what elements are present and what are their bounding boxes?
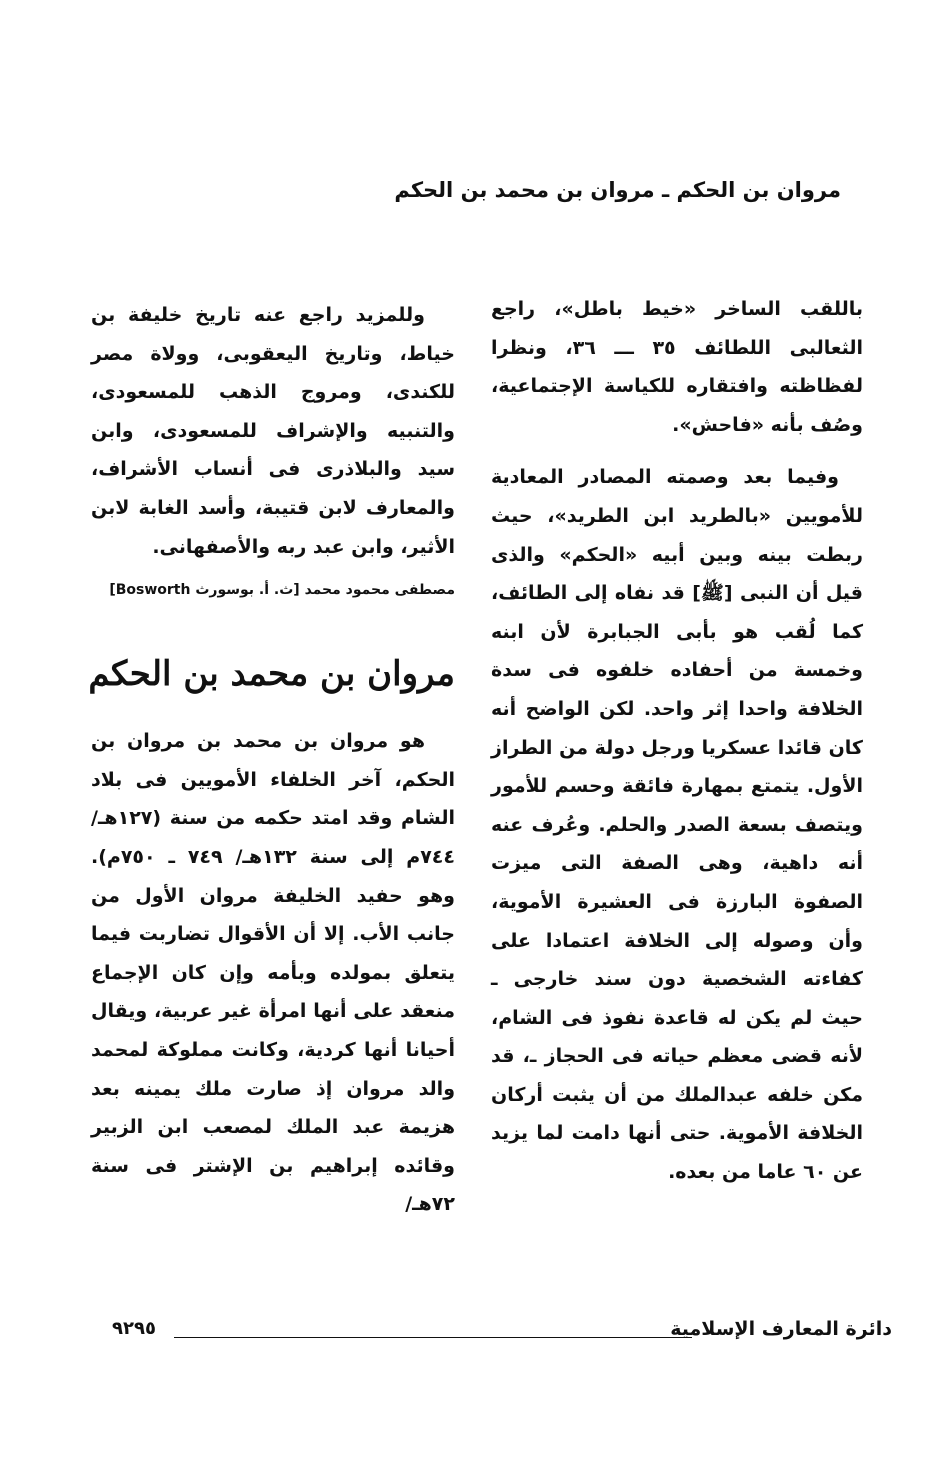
paragraph: هو مروان بن محمد بن مروان بن الحكم، آخر الخلفاء الأمويين فى بلاد الشام وقد امتد حكمه من سنة (١٢٧هـ/ ٧٤٤م إلى سنة ١٣٢هـ/ ٧٤٩ ـ ٧٥٠م). وهو حفيد الخليفة مروان الأول من جانب الأب. إلا أن الأقوال تضاربت فيما يتعلق بمولده وبأمه وإن كان الإجماع منعقد على أنها امرأة غير عربية، ويقال أحيانا أنها كردية، وكانت مملوكة لمحمد والد مروان إذ صارت ملك يمينه بعد هزيمة عبد الملك لمصعب ابن الزبير وقائده إبراهيم بن الإشتر فى سنة ٧٢هـ/	[91, 730, 455, 1216]
footer-divider	[174, 1337, 692, 1338]
page-footer	[112, 1318, 892, 1348]
running-head: مروان بن الحكم ـ مروان بن محمد بن الحكم	[394, 178, 841, 202]
right-column	[491, 290, 863, 1192]
references-paragraph: وللمزيد راجع عنه تاريخ خليفة بن خياط، وتاريخ اليعقوبى، وولاة مصر للكندى، ومروج الذهب للمسعودى، والتنبيه والإشراف للمسعودى، وابن سيد والبلاذرى فى أنساب الأشراف، والمعارف لابن قتيبة، وأسد الغابة لابن الأثير، وابن عبد ربه والأصفهانى.	[91, 304, 455, 558]
author-credit: مصطفى محمود محمد [ث. أ. بوسورث Bosworth]	[109, 582, 455, 599]
encyclopedia-name: دائرة المعارف الإسلامية	[670, 1318, 892, 1340]
paragraph: وفيما بعد وصمته المصادر المعادية للأمويين «بالطريد ابن الطريد»، حيث ربطت بينه وبين أبيه «الحكم» والذى قيل أن النبى [ﷺ] قد نفاه إلى الطائف، كما لُقب هو بأبى الجبابرة لأن ابنه وخمسة من أحفاده خلفوه فى سدة الخلافة واحدا إثر واحد. لكن الواضح أنه كان قائدا عسكريا ورجل دولة من الطراز الأول. يتمتع بمهارة فائقة وحسم للأمور ويتصف بسعة الصدر والحلم. وعُرف عنه أنه داهية، وهى الصفة التى ميزت الصفوة البارزة فى العشيرة الأموية، وأن وصوله إلى الخلافة اعتمادا على كفاءته الشخصية دون سند خارجى ـ حيث لم يكن له قاعدة نفوذ فى الشام، لأنه قضى معظم حياته فى الحجاز ـ، قد مكن خلفه عبدالملك من أن يثبت أركان الخلافة الأموية. حتى أنها دامت لما يزيد عن ٦٠ عاما من بعده.	[491, 466, 863, 1184]
paragraph: باللقب الساخر «خيط باطل»، راجع الثعالبى اللطائف ٣٥ ـــ ٣٦، ونظرا لفظاظته وافتقاره للكياسة الإجتماعية، وصُف بأنه «فاحش».	[491, 298, 863, 436]
left-column	[88, 296, 455, 1224]
page-number: ٩٢٩٥	[112, 1318, 156, 1339]
article-title: مروان بن محمد بن الحكم	[88, 654, 455, 695]
